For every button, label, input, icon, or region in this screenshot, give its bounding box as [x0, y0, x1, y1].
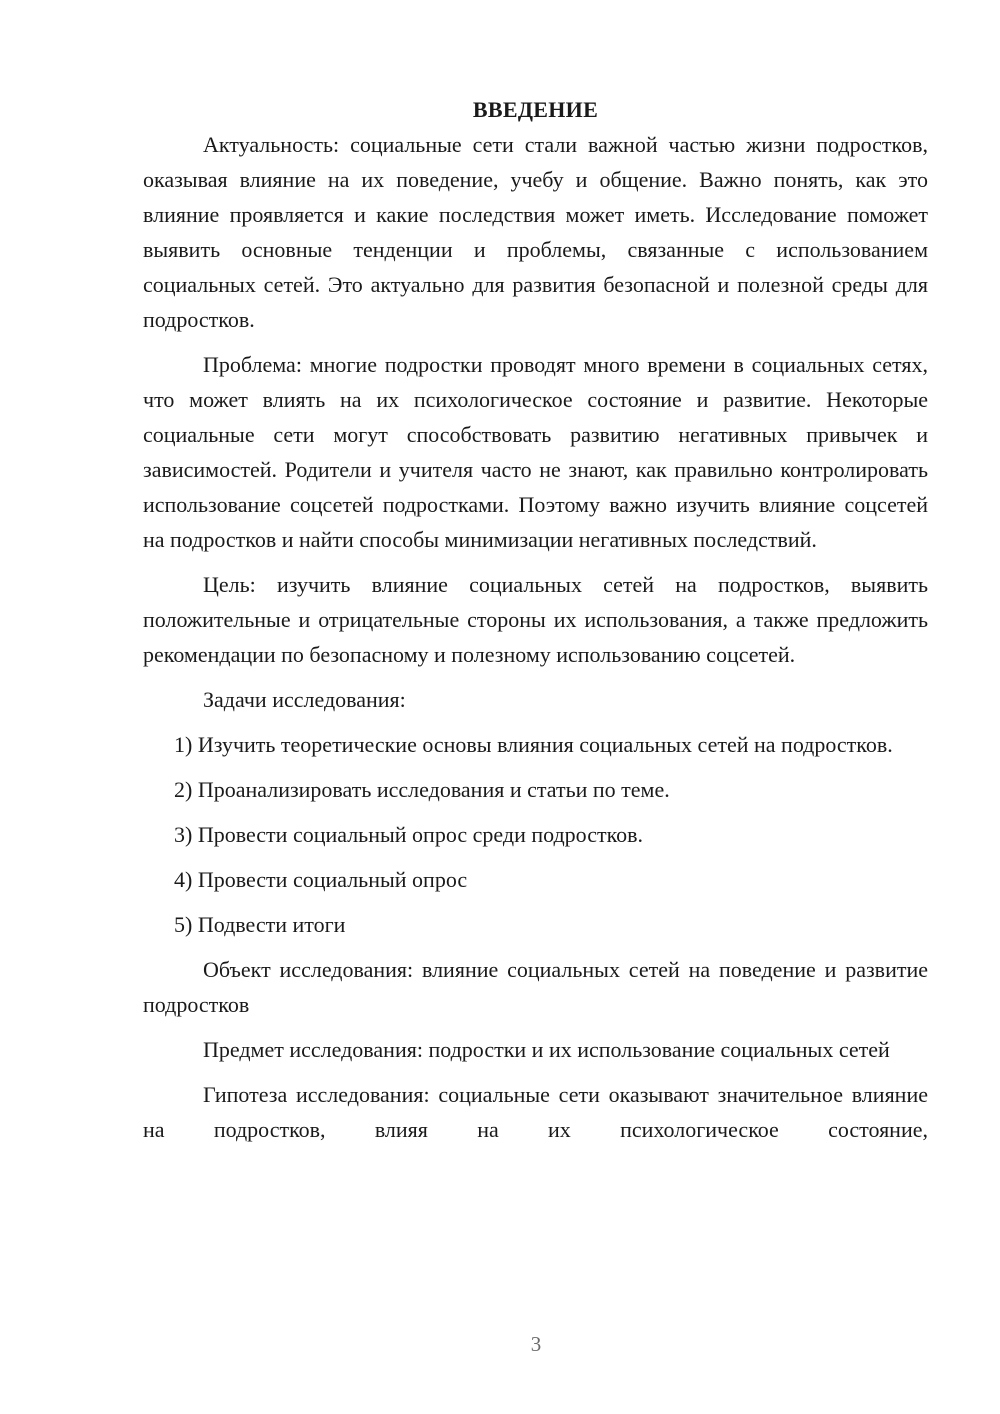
- task-item: 1) Изучить теоретические основы влияния социальных сетей на подростков.: [174, 732, 893, 757]
- task-item: 4) Провести социальный опрос: [174, 867, 468, 892]
- paragraph-goal: Цель: изучить влияние социальных сетей на подростков, выявить положительные и отрицательные стороны их использования, а также предложить рекомендации по безопасному и полезному использованию соцсетей.: [143, 572, 928, 667]
- task-item: 5) Подвести итоги: [174, 912, 346, 937]
- paragraph-object: Объект исследования: влияние социальных сетей на поведение и развитие подростков: [143, 957, 928, 1017]
- tasks-heading: Задачи исследования:: [203, 687, 406, 712]
- paragraph-subject: Предмет исследования: подростки и их использование социальных сетей: [203, 1037, 890, 1062]
- page-title: ВВЕДЕНИЕ: [472, 97, 599, 122]
- paragraph-problem: Проблема: многие подростки проводят много времени в социальных сетях, что может влиять на их психологическое состояние и развитие. Некоторые социальные сети могут способствовать развитию негативных привычек и зависимостей. Родители и учителя часто не знают, как правильно контролировать использование соцсетей подростками. Поэтому важно изучить влияние соцсетей на подростков и найти способы минимизации негативных последствий.: [143, 352, 928, 552]
- document-page: [143, 92, 928, 1157]
- page-number: 3: [530, 1332, 542, 1356]
- task-item: 3) Провести социальный опрос среди подростков.: [174, 822, 644, 847]
- task-item: 2) Проанализировать исследования и статьи по теме.: [174, 777, 670, 802]
- paragraph-hypothesis: Гипотеза исследования: социальные сети оказывают значительное влияние на подростков, влияя на их психологическое состояние,: [143, 1082, 928, 1142]
- paragraph-relevance: Актуальность: социальные сети стали важной частью жизни подростков, оказывая влияние на их поведение, учебу и общение. Важно понять, как это влияние проявляется и какие последствия может иметь. Исследование поможет выявить основные тенденции и проблемы, связанные с использованием социальных сетей. Это актуально для развития безопасной и полезной среды для подростков.: [143, 132, 928, 332]
